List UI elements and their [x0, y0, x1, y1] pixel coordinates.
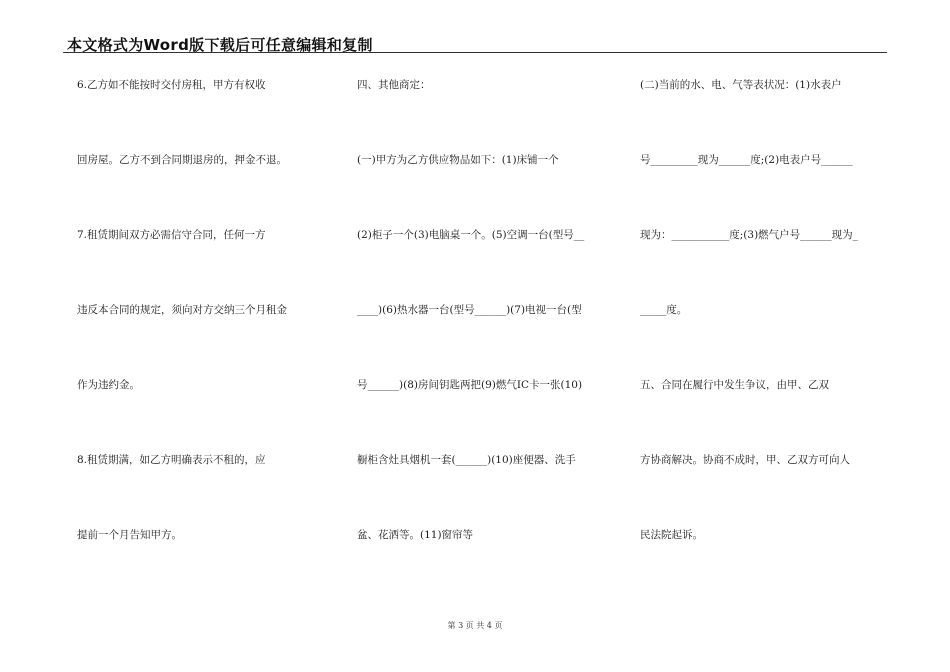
- paragraph-line: 橱柜含灶具烟机一套(______)(10)座便器、洗手: [357, 454, 576, 466]
- paragraph-line: 提前一个月告知甲方。: [77, 529, 182, 541]
- header-divider: [63, 52, 887, 53]
- paragraph-line: 方协商解决。协商不成时，甲、乙双方可向人: [640, 454, 850, 466]
- paragraph-line: 号______)(8)房间钥匙两把(9)燃气IC卡一张(10): [357, 379, 583, 391]
- paragraph-line: 7.租赁期间双方必需信守合同，任何一方: [77, 229, 266, 241]
- paragraph-line: (一)甲方为乙方供应物品如下：(1)床铺一个: [357, 154, 559, 166]
- document-header-title: 本文格式为Word版下载后可任意编辑和复制: [67, 36, 373, 54]
- paragraph-line: 作为违约金。: [77, 379, 140, 391]
- paragraph-line: 五、合同在履行中发生争议，由甲、乙双: [640, 379, 829, 391]
- paragraph-line: 回房屋。乙方不到合同期退房的，押金不退。: [77, 154, 287, 166]
- paragraph-line: 盆、花洒等。(11)窗帘等: [357, 529, 474, 541]
- paragraph-line: _____度。: [640, 304, 688, 316]
- paragraph-line: (2)柜子一个(3)电脑桌一个。(5)空调一台(型号__: [357, 229, 585, 241]
- paragraph-line: 8.租赁期满，如乙方明确表示不租的，应: [77, 454, 266, 466]
- paragraph-line: ____)(6)热水器一台(型号______)(7)电视一台(型: [357, 304, 582, 316]
- paragraph-line: 号_________现为______度;(2)电表户号______: [640, 154, 853, 166]
- page-number-footer: 第 3 页 共 4 页: [447, 621, 503, 630]
- paragraph-line: 民法院起诉。: [640, 529, 703, 541]
- paragraph-line: 违反本合同的规定，须向对方交纳三个月租金: [77, 304, 287, 316]
- paragraph-line: 现为：___________度;(3)燃气户号______现为_: [640, 229, 858, 241]
- paragraph-line: 6.乙方如不能按时交付房租，甲方有权收: [77, 79, 266, 91]
- paragraph-line: (二)当前的水、电、气等表状况：(1)水表户: [640, 79, 842, 91]
- paragraph-line: 四、其他商定：: [357, 79, 431, 91]
